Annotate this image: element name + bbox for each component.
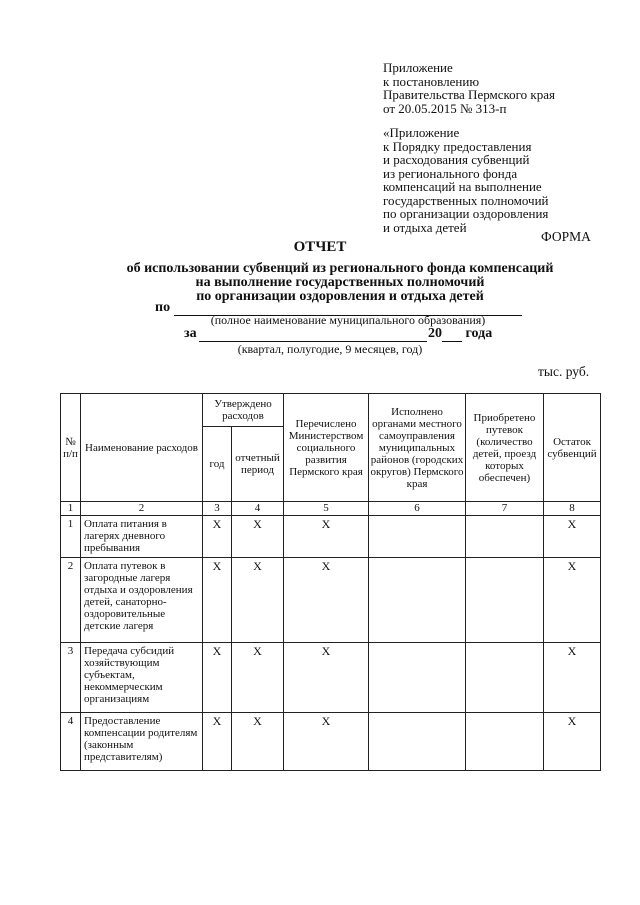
column-number: 1 bbox=[61, 502, 81, 516]
cell-executed bbox=[369, 643, 466, 713]
cell-executed bbox=[369, 558, 466, 643]
table-row bbox=[61, 713, 601, 771]
form-label: ФОРМА bbox=[541, 229, 591, 244]
appendix-line: компенсаций на выполнение bbox=[383, 179, 542, 194]
column-number: 4 bbox=[232, 502, 284, 516]
appendix-line: к Порядку предоставления bbox=[383, 138, 532, 154]
row-name: Предоставление компенсации родителям (законным представителям) bbox=[81, 713, 203, 771]
header-purchased: Приобретено путевок (количество детей, проезд которых обеспечен) bbox=[466, 394, 544, 502]
header-remainder: Остаток субвенций bbox=[544, 394, 601, 502]
cell-approved-year: Х bbox=[203, 643, 232, 713]
column-number: 6 bbox=[369, 502, 466, 516]
year-suffix: года bbox=[465, 326, 493, 341]
cell-remainder: Х bbox=[544, 713, 601, 771]
report-table bbox=[60, 393, 601, 771]
column-number: 3 bbox=[203, 502, 232, 516]
cell-approved-period: Х bbox=[232, 516, 284, 558]
cell-approved-period: Х bbox=[232, 558, 284, 643]
year-field bbox=[428, 326, 492, 342]
appendix-line: от 20.05.2015 № 313-п bbox=[383, 100, 507, 116]
subtitle-line: об использовании субвенций из регионального фонда компенсаций bbox=[126, 261, 554, 276]
column-number-row bbox=[61, 502, 601, 516]
cell-purchased bbox=[466, 643, 544, 713]
appendix-line: из регионального фонда bbox=[383, 165, 518, 181]
row-num: 4 bbox=[61, 713, 81, 771]
year-prefix: 20 bbox=[428, 326, 442, 341]
row-num: 1 bbox=[61, 516, 81, 558]
appendix-line: к постановлению bbox=[383, 73, 480, 89]
subtitle-line: по организации оздоровления и отдыха детей bbox=[196, 289, 484, 304]
cell-transferred: Х bbox=[284, 643, 369, 713]
header-approved-period: отчетный период bbox=[232, 427, 284, 502]
cell-transferred: Х bbox=[284, 558, 369, 643]
appendix-line: по организации оздоровления bbox=[383, 206, 549, 221]
cell-remainder: Х bbox=[544, 643, 601, 713]
document-subtitle bbox=[0, 262, 640, 304]
cell-approved-year: Х bbox=[203, 558, 232, 643]
appendix-line: «Приложение bbox=[383, 125, 460, 140]
cell-executed bbox=[369, 713, 466, 771]
subtitle-line: на выполнение государственных полномочий bbox=[195, 275, 485, 290]
units-label: тыс. руб. bbox=[538, 364, 590, 379]
cell-remainder: Х bbox=[544, 558, 601, 643]
cell-purchased bbox=[466, 558, 544, 643]
cell-transferred: Х bbox=[284, 516, 369, 558]
appendix-line: государственных полномочий bbox=[383, 192, 549, 208]
period-caption: (квартал, полугодие, 9 месяцев, год) bbox=[237, 342, 423, 356]
appendix-line: Правительства Пермского края bbox=[383, 87, 555, 102]
appendix-line: Приложение bbox=[383, 60, 453, 75]
cell-approved-year: Х bbox=[203, 713, 232, 771]
po-row bbox=[155, 300, 170, 316]
cell-purchased bbox=[466, 516, 544, 558]
row-name: Передача субсидий хозяйствующим субъектам, некоммерческим организациям bbox=[81, 643, 203, 713]
cell-approved-period: Х bbox=[232, 643, 284, 713]
za-label: за bbox=[184, 326, 197, 341]
year-blank bbox=[442, 328, 462, 342]
column-number: 5 bbox=[284, 502, 369, 516]
header-approved: Утверждено расходов bbox=[203, 394, 284, 427]
header-executed: Исполнено органами местного самоуправления муниципальных районов (городских округов) Пермского края bbox=[369, 394, 466, 502]
table-row bbox=[61, 643, 601, 713]
cell-remainder: Х bbox=[544, 516, 601, 558]
column-number: 7 bbox=[466, 502, 544, 516]
header-num: № п/п bbox=[61, 394, 81, 502]
appendix-header bbox=[383, 61, 613, 115]
appendix-order-header bbox=[383, 126, 613, 234]
cell-approved-period: Х bbox=[232, 713, 284, 771]
row-num: 2 bbox=[61, 558, 81, 643]
table-row bbox=[61, 516, 601, 558]
header-transferred: Перечислено Министерством социального развития Пермского края bbox=[284, 394, 369, 502]
cell-executed bbox=[369, 516, 466, 558]
table-row bbox=[61, 558, 601, 643]
row-name: Оплата путевок в загородные лагеря отдыха и оздоровления детей, санаторно-оздоровительные детские лагеря bbox=[81, 558, 203, 643]
column-number: 8 bbox=[544, 502, 601, 516]
appendix-line: и отдыха детей bbox=[383, 219, 467, 235]
row-num: 3 bbox=[61, 643, 81, 713]
column-number: 2 bbox=[81, 502, 203, 516]
document-title: ОТЧЕТ bbox=[293, 239, 347, 255]
header-approved-year: год bbox=[203, 427, 232, 502]
row-name: Оплата питания в лагерях дневного пребывания bbox=[81, 516, 203, 558]
appendix-line: и расходования субвенций bbox=[383, 152, 530, 167]
header-name: Наименование расходов bbox=[81, 394, 203, 502]
cell-approved-year: Х bbox=[203, 516, 232, 558]
po-label: по bbox=[155, 300, 171, 315]
cell-purchased bbox=[466, 713, 544, 771]
cell-transferred: Х bbox=[284, 713, 369, 771]
po-caption: (полное наименование муниципального образования) bbox=[210, 313, 486, 327]
